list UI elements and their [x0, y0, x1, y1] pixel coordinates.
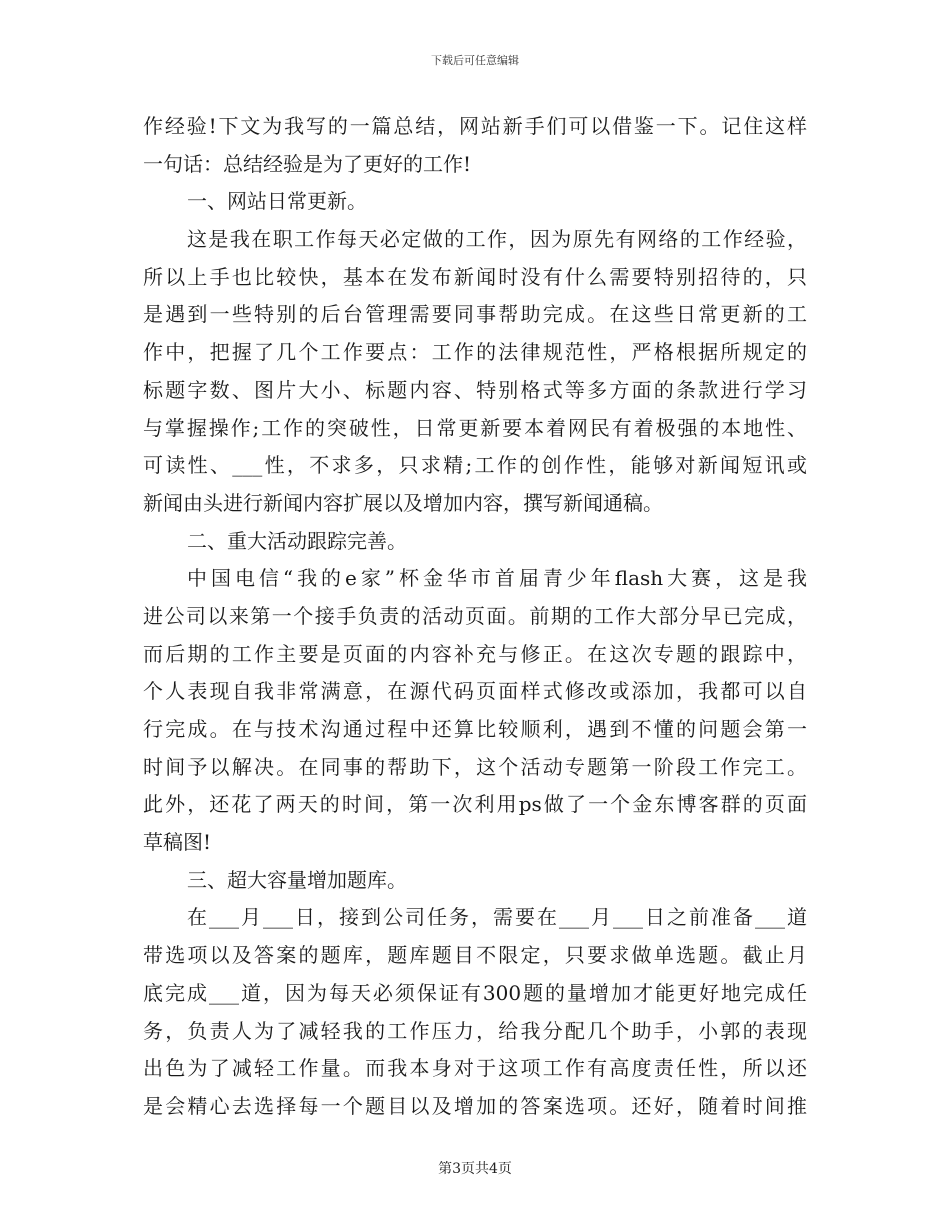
- text-line: 而后期的工作主要是页面的内容补充与修正。在这次专题的跟踪中，: [143, 641, 807, 666]
- text-line: 行完成。在与技术沟通过程中还算比较顺利，遇到不懂的问题会第一: [143, 717, 807, 741]
- section-heading: 二、重大活动跟踪完善。: [187, 528, 407, 553]
- text-line: 一句话：总结经验是为了更好的工作!: [143, 151, 472, 176]
- text-line: 务，负责人为了减轻我的工作压力，给我分配几个助手，小郭的表现: [143, 1018, 807, 1043]
- text-line: 带选项以及答案的题库，题库题目不限定，只要求做单选题。截止月: [143, 943, 807, 968]
- text-line: 出色为了减轻工作量。而我本身对于这项工作有高度责任性，所以还: [143, 1056, 807, 1081]
- text-line: 作中，把握了几个工作要点：工作的法律规范性，严格根据所规定的: [143, 340, 807, 365]
- text-line: 是遇到一些特别的后台管理需要同事帮助完成。在这些日常更新的工: [143, 302, 807, 327]
- text-line: 草稿图!: [143, 830, 212, 855]
- text-line: 标题字数、图片大小、标题内容、特别格式等多方面的条款进行学习: [143, 377, 807, 402]
- section-heading: 三、超大容量增加题库。: [187, 867, 407, 892]
- text-line: 所以上手也比较快，基本在发布新闻时没有什么需要特别招待的，只: [143, 264, 807, 289]
- page-footer: 第3页共4页: [438, 1161, 512, 1177]
- text-line: 时间予以解决。在同事的帮助下，这个活动专题第一阶段工作完工。: [143, 754, 807, 779]
- text-line: 在___月___日，接到公司任务，需要在___月___日之前准备___道: [187, 905, 807, 930]
- text-line: 进公司以来第一个接手负责的活动页面。前期的工作大部分早已完成，: [143, 603, 807, 628]
- text-line: 与掌握操作;工作的突破性，日常更新要本着网民有着极强的本地性、: [143, 415, 807, 440]
- text-line: 这是我在职工作每天必定做的工作，因为原先有网络的工作经验，: [187, 227, 807, 252]
- text-line: 中国电信“我的e家”杯金华市首届青少年flash大赛，这是我: [187, 566, 807, 591]
- text-line: 可读性、___性，不求多，只求精;工作的创作性，能够对新闻短讯或: [143, 453, 807, 478]
- text-line: 新闻由头进行新闻内容扩展以及增加内容，撰写新闻通稿。: [143, 490, 663, 515]
- page-header: 下载后可任意编辑: [431, 54, 519, 67]
- document-body: [143, 108, 807, 1126]
- text-line: 作经验!下文为我写的一篇总结，网站新手们可以借鉴一下。记住这样: [143, 114, 807, 138]
- section-heading: 一、网站日常更新。: [187, 189, 367, 214]
- text-line: 此外，还花了两天的时间，第一次利用ps做了一个金东博客群的页面: [143, 792, 807, 817]
- text-line: 个人表现自我非常满意，在源代码页面样式修改或添加，我都可以自: [143, 679, 807, 704]
- text-line: 是会精心去选择每一个题目以及增加的答案选项。还好，随着时间推: [143, 1093, 807, 1118]
- text-line: 底完成___道，因为每天必须保证有300题的量增加才能更好地完成任: [143, 980, 807, 1005]
